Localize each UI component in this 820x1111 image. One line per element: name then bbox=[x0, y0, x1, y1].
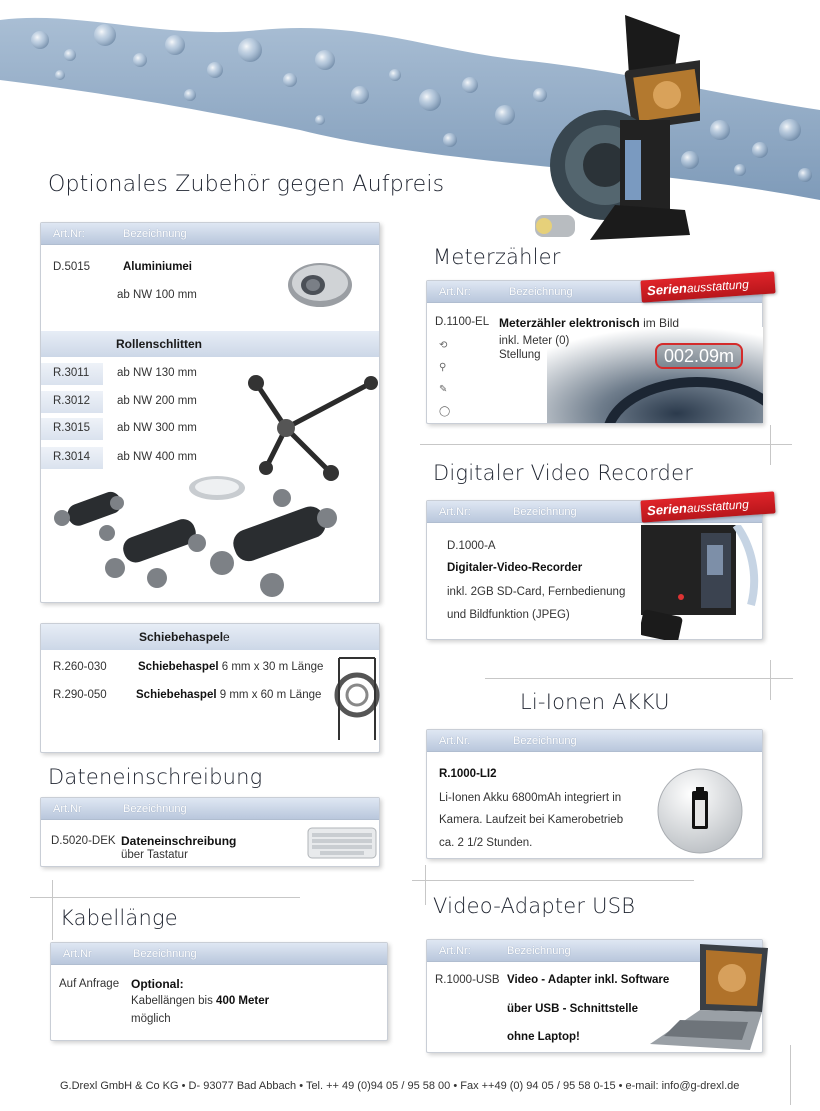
dvr-desc1: inkl. 2GB SD-Card, Fernbedienung bbox=[447, 586, 626, 598]
roller-carriages-image bbox=[47, 473, 347, 603]
kabellaenge-art: Auf Anfrage bbox=[59, 978, 120, 990]
kabellaenge-table bbox=[50, 942, 388, 1041]
schiebehaspel-name: Schiebehaspel bbox=[136, 689, 217, 701]
pen-icon: ✎ bbox=[439, 384, 448, 395]
divider-line bbox=[30, 897, 300, 898]
divider-line bbox=[485, 678, 793, 679]
schiebehaspel-desc: 9 mm x 60 m Länge bbox=[219, 689, 322, 701]
divider-line bbox=[52, 880, 53, 940]
schiebehaspel-heading-tail: e bbox=[223, 630, 230, 644]
schiebehaspel-table bbox=[40, 623, 380, 753]
shield-icon: ◯ bbox=[439, 406, 451, 417]
rollenschlitten-heading: Rollenschlitten bbox=[41, 331, 379, 357]
lamp-icon: ⚲ bbox=[439, 362, 447, 373]
rollenschlitten-art: R.3014 bbox=[53, 451, 91, 463]
akku-desc1: Li-Ionen Akku 6800mAh integriert in bbox=[439, 792, 622, 804]
aluminiumei-desc: ab NW 100 mm bbox=[117, 289, 197, 301]
dateneinschreibung-table bbox=[40, 797, 380, 867]
table-header bbox=[41, 223, 379, 245]
pipe-camera-reel-image bbox=[530, 15, 700, 245]
header-art: Art.Nr: bbox=[439, 945, 471, 957]
akku-art: R.1000-LI2 bbox=[439, 768, 497, 780]
akku-desc2: Kamera. Laufzeit bei Kamerobetrieb bbox=[439, 814, 624, 826]
usb-line2: über USB - Schnittstelle bbox=[507, 1003, 638, 1015]
rollenschlitten-art: R.3012 bbox=[53, 395, 91, 407]
footer-contact: G.Drexl GmbH & Co KG • D- 93077 Bad Abbach • Tel. ++ 49 (0)94 05 / 95 58 00 • Fax ++49 (0) 94 05 / 95 58 0-15 • e-mail: info@g-drexl.de bbox=[60, 1080, 740, 1092]
rollenschlitten-desc: ab NW 200 mm bbox=[117, 395, 197, 407]
video-recorder-image bbox=[641, 525, 763, 645]
divider-line bbox=[790, 1045, 791, 1105]
table-header bbox=[41, 798, 379, 820]
akku-heading: Li-Ionen AKKU bbox=[520, 690, 670, 714]
header-bez: Bezeichnung bbox=[509, 286, 573, 298]
keyboard-image bbox=[306, 824, 378, 867]
schiebehaspel-name: Schiebehaspel bbox=[138, 661, 219, 673]
divider-line bbox=[425, 865, 426, 905]
sewer-pipe-image bbox=[547, 327, 763, 423]
header-bez: Bezeichnung bbox=[513, 506, 577, 518]
aluminiumei-name: Aluminiumei bbox=[123, 261, 193, 273]
akku-desc3: ca. 2 1/2 Stunden. bbox=[439, 837, 533, 849]
rollenschlitten-art: R.3011 bbox=[53, 367, 90, 379]
header-bez: Bezeichnung bbox=[123, 228, 187, 240]
header-art: Art.Nr: bbox=[53, 228, 85, 240]
table-header bbox=[427, 730, 762, 752]
aluminiumei-art: D.5015 bbox=[53, 261, 91, 273]
schiebehaspel-art: R.290-050 bbox=[53, 689, 107, 701]
dvr-art: D.1000-A bbox=[447, 540, 496, 552]
akku-table bbox=[426, 729, 763, 859]
header-bez: Bezeichnung bbox=[123, 803, 187, 815]
serienausstattung-badge: Serienausstattung bbox=[640, 271, 775, 302]
laptop-image bbox=[650, 940, 772, 1063]
header-bez: Bezeichnung bbox=[133, 948, 197, 960]
schiebehaspel-desc: 6 mm x 30 m Länge bbox=[221, 661, 324, 673]
rotation-icon: ⟲ bbox=[439, 340, 448, 351]
dvr-desc2: und Bildfunktion (JPEG) bbox=[447, 609, 570, 621]
usb-line1: Video - Adapter inkl. Software bbox=[507, 974, 670, 986]
dateneinschreibung-art: D.5020-DEK bbox=[51, 835, 116, 847]
meterzaehler-name-tail: im Bild bbox=[643, 316, 680, 330]
dateneinschreibung-heading: Dateneinschreibung bbox=[48, 765, 263, 789]
header-bez: Bezeichnung bbox=[507, 945, 571, 957]
serienausstattung-badge: Serienausstattung bbox=[640, 491, 775, 522]
usb-heading: Video-Adapter USB bbox=[433, 894, 636, 918]
meterzaehler-table bbox=[426, 280, 763, 424]
dateneinschreibung-name: Dateneinschreibung bbox=[121, 834, 237, 848]
header-art: Art.Nr. bbox=[439, 735, 471, 747]
table-header bbox=[51, 943, 387, 965]
schiebehaspel-art: R.260-030 bbox=[53, 661, 107, 673]
header-bez: Bezeichnung bbox=[513, 735, 577, 747]
dvr-table bbox=[426, 500, 763, 640]
rollenschlitten-desc: ab NW 300 mm bbox=[117, 422, 197, 434]
roller-cross-image bbox=[241, 363, 381, 488]
meterzaehler-desc1: inkl. Meter (0) bbox=[499, 335, 570, 347]
divider-line bbox=[770, 425, 771, 465]
dateneinschreibung-desc: über Tastatur bbox=[121, 849, 188, 861]
rollenschlitten-desc: ab NW 130 mm bbox=[117, 367, 197, 379]
usb-art: R.1000-USB bbox=[435, 974, 500, 986]
dvr-name: Digitaler-Video-Recorder bbox=[447, 562, 583, 574]
meterzaehler-heading: Meterzähler bbox=[433, 245, 561, 269]
push-reel-image bbox=[333, 650, 381, 751]
page-title: Optionales Zubehör gegen Aufpreis bbox=[48, 172, 445, 197]
kabellaenge-desc-bold: 400 Meter bbox=[216, 995, 270, 1007]
kabellaenge-heading: Kabellänge bbox=[60, 906, 178, 930]
status-icons-column bbox=[439, 335, 455, 423]
header-art: Art.Nr bbox=[63, 948, 92, 960]
schiebehaspel-heading-bold: Schiebehaspel bbox=[139, 630, 224, 644]
header-art: Art.Nr: bbox=[439, 506, 471, 518]
kabellaenge-desc2: möglich bbox=[131, 1013, 171, 1025]
meterzaehler-desc2: Stellung bbox=[499, 349, 541, 361]
meterzaehler-name: Meterzähler elektronisch bbox=[499, 316, 640, 330]
schiebehaspel-heading bbox=[41, 624, 379, 650]
rollenschlitten-desc: ab NW 400 mm bbox=[117, 451, 197, 463]
kabellaenge-name: Optional: bbox=[131, 977, 184, 991]
dvr-heading: Digitaler Video Recorder bbox=[433, 461, 694, 485]
aluminiumei-rollenschlitten-table bbox=[40, 222, 380, 603]
divider-line bbox=[420, 444, 792, 445]
kabellaenge-desc: Kabellängen bis bbox=[131, 995, 213, 1007]
header-art: Art.Nr: bbox=[439, 286, 471, 298]
divider-line bbox=[770, 660, 771, 700]
meter-display: 002.09m bbox=[655, 343, 743, 369]
battery-icon bbox=[655, 766, 745, 861]
meterzaehler-art: D.1100-EL bbox=[435, 316, 490, 328]
usb-line3: ohne Laptop! bbox=[507, 1031, 580, 1043]
rollenschlitten-art: R.3015 bbox=[53, 422, 91, 434]
divider-line bbox=[412, 880, 694, 881]
aluminiumei-image bbox=[285, 259, 355, 314]
header-art: Art.Nr bbox=[53, 803, 82, 815]
